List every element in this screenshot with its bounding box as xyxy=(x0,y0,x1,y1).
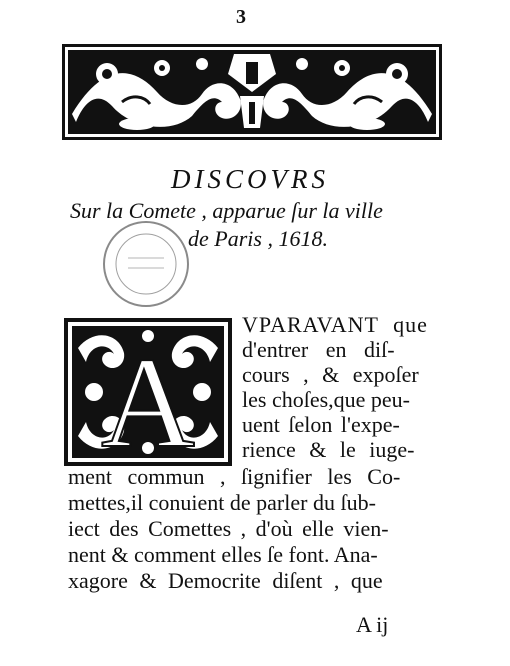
body-line: nent & comment elles ſe font. Ana- xyxy=(68,542,378,567)
body-line: cours , & expoſer xyxy=(242,362,419,387)
body-line: d'entrer en diſ- xyxy=(242,337,395,362)
body-line: iect des Comettes , d'où elle vien- xyxy=(68,516,389,541)
body-line: VPARAVANT que xyxy=(242,312,428,337)
subtitle-line-2: de Paris , 1618. xyxy=(188,226,328,251)
body-line: mettes,il conuient de parler du ſub- xyxy=(68,490,376,515)
signature-mark: A ij xyxy=(356,612,389,637)
page-number: 3 xyxy=(236,6,246,28)
discourse-title: DISCOVRS xyxy=(171,164,329,194)
subtitle-line-1: Sur la Comete , apparue ſur la ville xyxy=(70,198,383,223)
body-line: les choſes,que peu- xyxy=(242,387,410,412)
body-line: uent ſelon l'expe- xyxy=(242,412,400,437)
body-line: ment commun , ſignifier les Co- xyxy=(68,464,401,489)
body-line: rience & le iuge- xyxy=(242,437,415,462)
body-line: xagore & Democrite diſent , que xyxy=(68,568,383,593)
drop-cap-letter: A xyxy=(101,331,195,466)
